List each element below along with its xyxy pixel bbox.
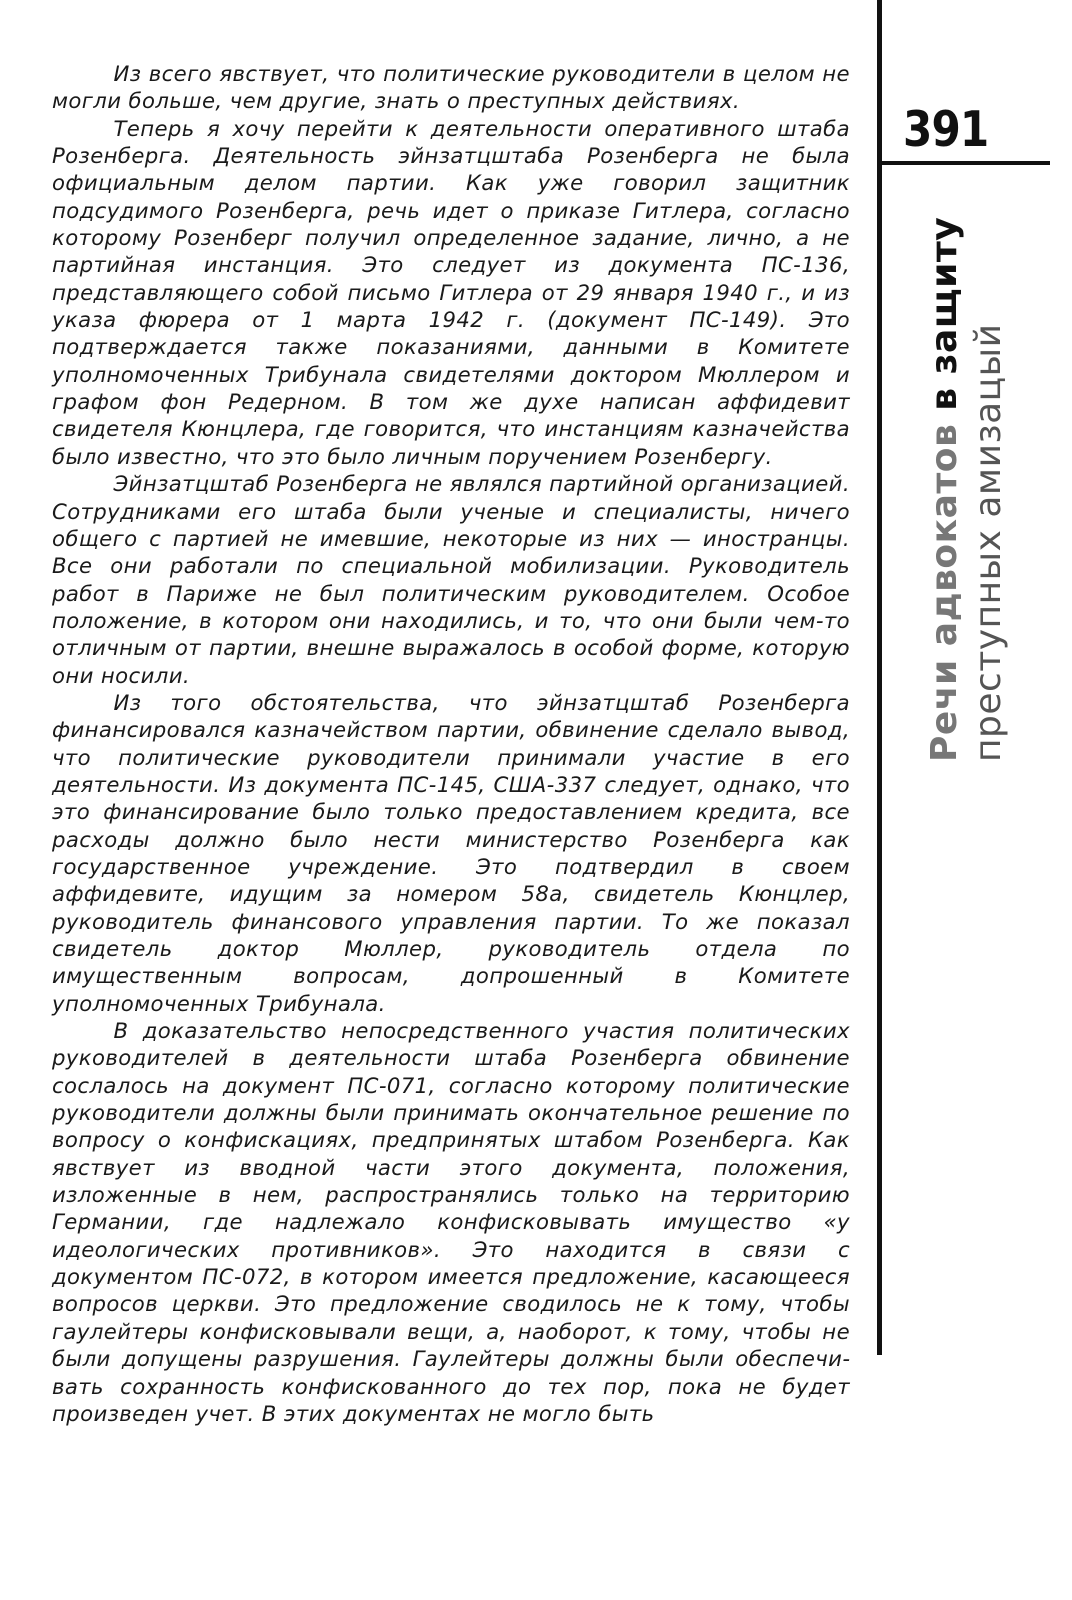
running-head [924,192,1009,762]
body-text [52,60,850,1427]
running-head-line-1 [926,192,964,762]
paragraph-1: Из всего явствует, что политические руководители в целом не могли больше, чем другие, знать о преступных действиях. [52,61,850,114]
paragraph-5: В доказательство непосредственного участия политических руководителей в деятельности штаба Розенберга обвинение сослалось на документ ПС-071, согласно которому политические руководители должны были принимать окончательное решение по вопросу о конфискациях, предпринятых штабом Розенберга. Как явствует из вводной части этого документа, положения, изложенные в нем, распространялись только на территорию Германии, где надлежало конфисковывать имущество «у идеологических противников». Это находится в связи с документом ПС-072, в котором имеется предложение, касающееся вопросов церкви. Это предложение сводилось не к тому, чтобы гаулейтеры конфисковывали вещи, а, наоборот, к тому, чтобы не были допущены разрушения. Гаулейтеры должны были обеспечивать сохранность конфискованного до тех пор, пока не будет произведен учет. В этих документах не могло быть [52,1018,850,1426]
paragraph-3: Эйнзатцштаб Розенберга не являлся партийной организацией. Сотрудниками его штаба были ученые и специалисты, ничего общего с партией не имевшие, некоторые из них — иностранцы. Все они работали по специальной мобилизации. Руководитель работ в Париже не был политическим руководителем. Особое положение, в котором они находились, и то, что они были чем-то отличным от партии, внешне выражалось в особой форме, которую они носили. [52,471,850,688]
paragraph-2: Теперь я хочу перейти к деятельности оперативного штаба Розенберга. Деятельность эйнзатцштаба Розенберга не была официальным делом партии. Как уже говорил защитник подсудимого Розенберга, речь идет о приказе Гитлера, согласно которому Розенберг получил определенное задание, лично, а не партийная инстанция. Это следует из документа ПС-136, представляющего собой письмо Гитлера от 29 января 1940 г., и из указа фюрера от 1 марта 1942 г. (документ ПС-149). Это подтверждается также показаниями, данными в Комитете уполномоченных Трибунала свидетелями доктором Мюллером и графом фон Редерном. В том же духе написан аффидевит свидетеля Кюнцлера, где говорится, что инстанциям казначейства было известно, что это было личным поручением Розенбергу. [52,115,850,469]
running-head-prefix: Речи адвокатов [924,410,965,762]
running-head-bold: в защиту [924,216,965,411]
paragraph-4: Из того обстоятельства, что эйнзатцштаб Розенберга финансировался казначейством партии, обвинение сделало вывод, что политические руководители принимали участие в его деятельности. Из документа ПС-145, США-337 следует, однако, что это финансирование было только предоставлением кредита, все расходы должно было нести министерство Розенберга как государственное учреждение. Это подтвердил в своем аффидевите, идущим за номером 58а, свидетель Кюнцлер, руководитель финансового управления партии. То же показал свидетель доктор Мюллер, руководитель отдела по имущественным вопросам, допрошенный в Комитете уполномоченных Трибунала. [52,689,850,1016]
page-number-underline [882,161,1050,165]
page-number: 391 [903,101,989,158]
running-head-line-2: преступных амизацый [968,323,1009,762]
margin-vertical-rule [877,0,882,1355]
